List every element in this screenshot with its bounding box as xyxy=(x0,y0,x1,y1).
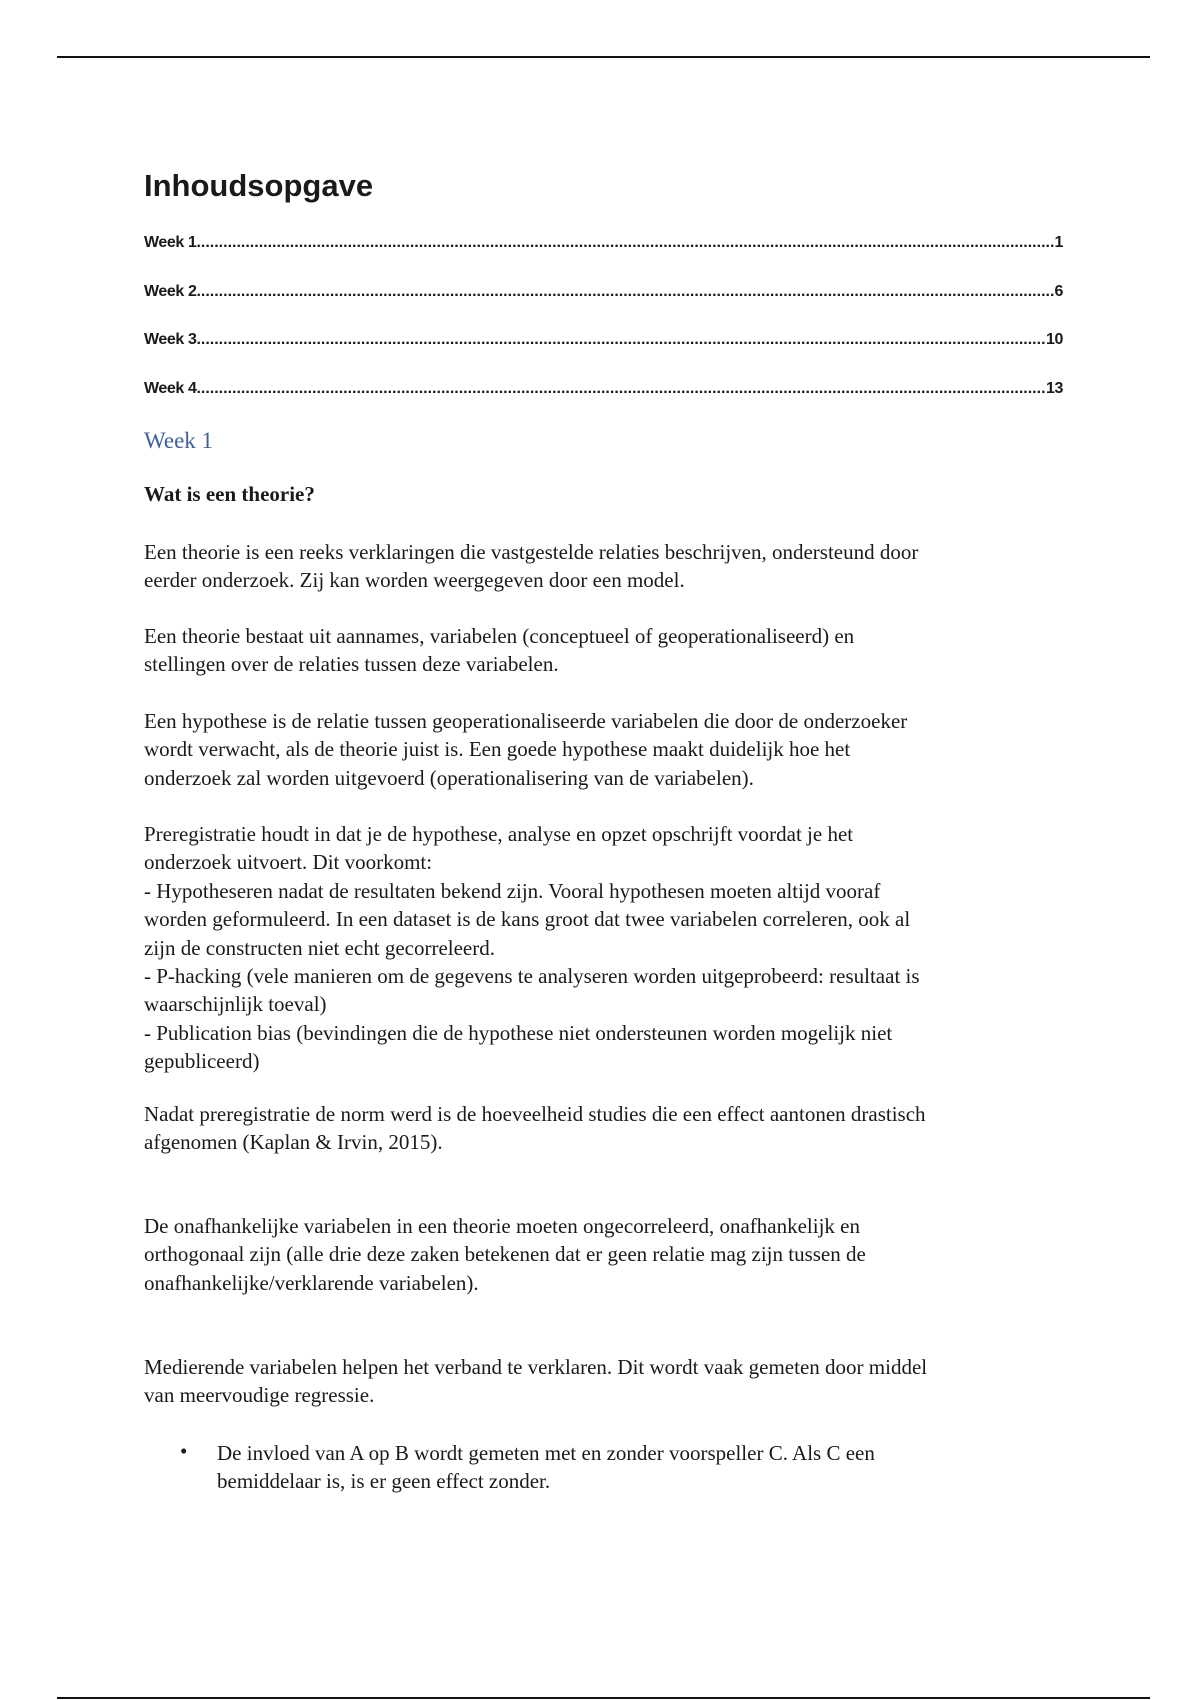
toc-entry-label: Week 1 xyxy=(144,234,197,251)
toc-entry-page: 10 xyxy=(1046,331,1063,348)
header-rule xyxy=(57,56,1150,58)
toc-entry[interactable] xyxy=(144,234,1063,252)
toc-title: Inhoudsopgave xyxy=(144,168,374,203)
toc-leader xyxy=(196,380,1046,398)
paragraph: Een hypothese is de relatie tussen geoperationaliseerde variabelen die door de onderzoeker wordt verwacht, als de theorie juist is. Een goede hypothese maakt duidelijk hoe het onderzoek zal worden uitgevoerd (operationalisering van de variabelen). xyxy=(144,709,908,790)
subheading: Wat is een theorie? xyxy=(144,482,315,506)
toc-entry-page: 6 xyxy=(1054,283,1063,300)
paragraph: De onafhankelijke variabelen in een theorie moeten ongecorreleerd, onafhankelijk en orthogonaal zijn (alle drie deze zaken betekenen dat er geen relatie mag zijn tussen de onafhankelijke/verklarende variabelen). xyxy=(144,1214,866,1295)
paragraph: Medierende variabelen helpen het verband te verklaren. Dit wordt vaak gemeten door middel van meervoudige regressie. xyxy=(144,1355,928,1408)
toc-entry[interactable] xyxy=(144,331,1063,349)
toc-leader xyxy=(196,234,1054,252)
toc-leader xyxy=(196,283,1054,301)
paragraph: Preregistratie houdt in dat je de hypothese, analyse en opzet opschrijft voordat je het onderzoek uitvoert. Dit voorkomt: - Hypotheseren nadat de resultaten bekend zijn. Vooral hypothesen moeten altijd vooraf worden geformuleerd. In een dataset is de kans groot dat twee variabelen correleren, ook al zijn de constructen niet echt gecorreleerd. - P-hacking (vele manieren om de gegevens te analyseren worden uitgeprobeerd: resultaat is waarschijnlijk toeval) - Publication bias (bevindingen die de hypothese niet ondersteunen worden mogelijk niet gepubliceerd) xyxy=(144,822,920,1074)
section-heading: Week 1 xyxy=(144,428,214,453)
toc-entry-page: 13 xyxy=(1046,380,1063,397)
toc-entry-label: Week 3 xyxy=(144,331,197,348)
paragraph: Een theorie is een reeks verklaringen die vastgestelde relaties beschrijven, ondersteund door eerder onderzoek. Zij kan worden weergegeven door een model. xyxy=(144,540,919,593)
toc-entry-page: 1 xyxy=(1054,234,1063,251)
bullet-icon: • xyxy=(180,1439,188,1463)
toc-entry-label: Week 2 xyxy=(144,283,197,300)
footer-rule xyxy=(57,1697,1150,1699)
toc-leader xyxy=(196,331,1046,349)
paragraph: Een theorie bestaat uit aannames, variabelen (conceptueel of geoperationaliseerd) en stellingen over de relaties tussen deze variabelen. xyxy=(144,624,855,677)
paragraph: Nadat preregistratie de norm werd is de hoeveelheid studies die een effect aantonen drastisch afgenomen (Kaplan & Irvin, 2015). xyxy=(144,1102,926,1155)
toc-entry[interactable] xyxy=(144,380,1063,398)
bullet-item: De invloed van A op B wordt gemeten met en zonder voorspeller C. Als C een bemiddelaar is, is er geen effect zonder. xyxy=(217,1441,875,1494)
toc-entry-label: Week 4 xyxy=(144,380,197,397)
toc-entry[interactable] xyxy=(144,283,1063,301)
